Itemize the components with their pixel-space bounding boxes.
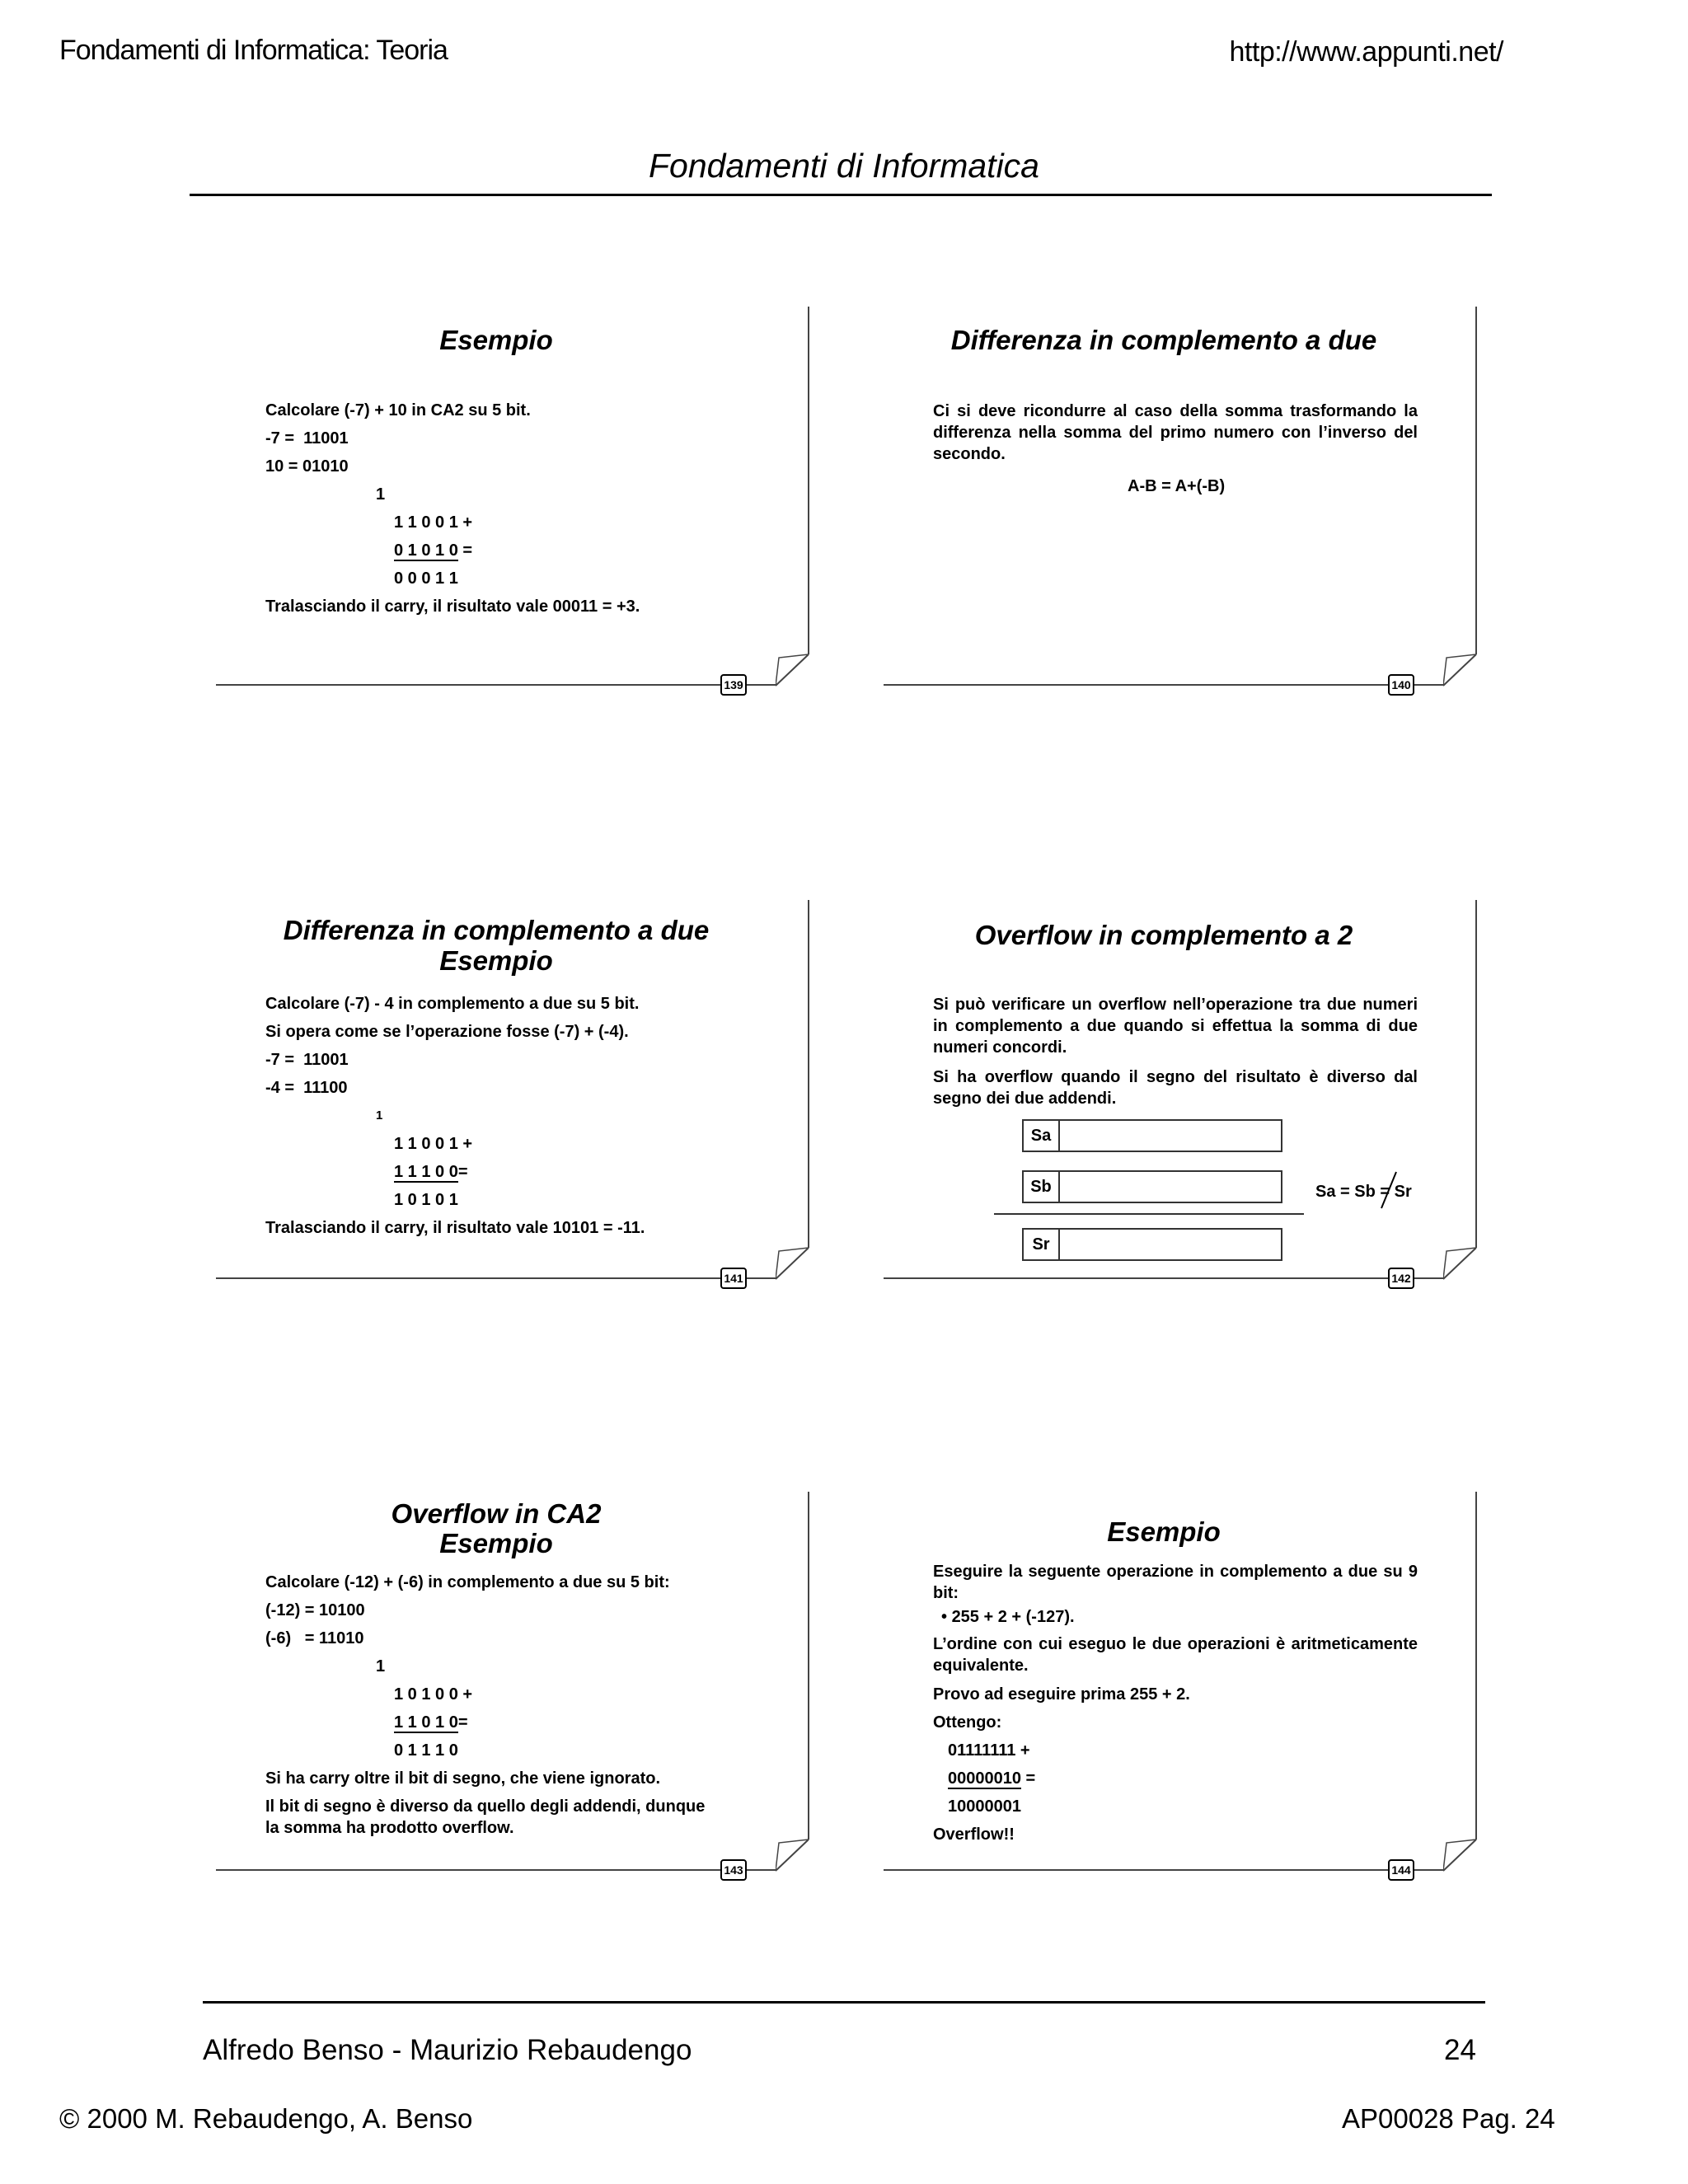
slide-text: (-12) = 10100 xyxy=(265,1601,365,1619)
slide-title: Overflow in complemento a 2 xyxy=(974,920,1353,950)
operand-2: 0 1 0 1 0 = xyxy=(394,541,473,560)
operand-1: 1 0 1 0 0 + xyxy=(394,1685,473,1704)
carry-digit: 1 xyxy=(376,485,386,504)
slide-143 xyxy=(216,1492,809,1877)
slide-text: Il bit di segno è diverso da quello degli addendi, dunque xyxy=(265,1797,706,1816)
slide-text: -7 = 11001 xyxy=(265,1051,349,1069)
slide-140 xyxy=(884,307,1477,691)
slide-text: Tralasciando il carry, il risultato vale 00011 = +3. xyxy=(265,598,640,616)
slide-title: Differenza in complemento a due xyxy=(283,915,710,945)
slide-number: 142 xyxy=(1388,1268,1414,1289)
slide-title: Esempio xyxy=(439,325,553,355)
slide-text: Ottengo: xyxy=(933,1713,1002,1732)
footer-authors: Alfredo Benso - Maurizio Rebaudengo xyxy=(203,2034,692,2066)
slide-number: 141 xyxy=(720,1268,747,1289)
footer-rule xyxy=(203,2001,1485,2004)
footer-code: AP00028 Pag. 24 xyxy=(1342,2103,1555,2134)
slide-text: Calcolare (-7) - 4 in complemento a due su 5 bit. xyxy=(265,995,640,1013)
page-fold-icon xyxy=(776,1838,810,1872)
carry-digit: 1 xyxy=(376,1108,383,1122)
slide-142 xyxy=(884,900,1477,1285)
slide-text: la somma ha prodotto overflow. xyxy=(265,1819,514,1837)
slide-subtitle: Esempio xyxy=(439,945,553,976)
slide-title: Overflow in CA2 xyxy=(391,1498,602,1529)
slide-subtitle: Esempio xyxy=(439,1528,553,1558)
slide-paragraph: L’ordine con cui eseguo le due operazioni è aritmeticamente equivalente. xyxy=(933,1635,1418,1675)
slide-text: Calcolare (-12) + (-6) in complemento a due su 5 bit: xyxy=(265,1573,670,1591)
header-rule xyxy=(190,194,1492,196)
operand-2: 00000010 = xyxy=(948,1769,1036,1788)
slide-text: Si ha carry oltre il bit di segno, che viene ignorato. xyxy=(265,1769,661,1788)
slide-text: -4 = 11100 xyxy=(265,1079,348,1097)
page-fold-icon xyxy=(1443,1838,1478,1872)
slide-text: Calcolare (-7) + 10 in CA2 su 5 bit. xyxy=(265,401,531,419)
footer-page-number: 24 xyxy=(1444,2034,1476,2066)
slide-text: Provo ad eseguire prima 255 + 2. xyxy=(933,1685,1190,1704)
result: 0 1 1 1 0 xyxy=(394,1741,458,1760)
operand-1: 01111111 + xyxy=(948,1741,1030,1760)
sign-label: Sb xyxy=(1024,1172,1060,1202)
slide-number: 139 xyxy=(720,674,747,696)
running-header-left: Fondamenti di Informatica: Teoria xyxy=(59,35,448,66)
footer-copyright: © 2000 M. Rebaudengo, A. Benso xyxy=(59,2103,473,2134)
slide-139 xyxy=(216,307,809,691)
slide-paragraph: Si ha overflow quando il segno del risultato è diverso dal segno dei due addendi. xyxy=(933,1068,1418,1108)
operand-2: 1 1 1 0 0= xyxy=(394,1163,468,1181)
sign-box-sa xyxy=(1022,1119,1282,1152)
sign-label: Sr xyxy=(1024,1230,1060,1259)
slide-text: 10 = 01010 xyxy=(265,457,349,476)
slide-text: Tralasciando il carry, il risultato vale 10101 = -11. xyxy=(265,1219,645,1237)
slide-text: -7 = 11001 xyxy=(265,429,349,448)
slide-text: Si opera come se l’operazione fosse (-7) + (-4). xyxy=(265,1023,629,1041)
slide-141 xyxy=(216,900,809,1285)
slide-number: 144 xyxy=(1388,1859,1414,1881)
document-title: Fondamenti di Informatica xyxy=(648,147,1039,185)
slide-number: 140 xyxy=(1388,674,1414,696)
slide-title: Esempio xyxy=(1107,1516,1221,1547)
slide-paragraph: Si può verificare un overflow nell’operazione tra due numeri in complemento a due quando si effettua la somma di due numeri concordi. xyxy=(933,996,1418,1057)
sign-relation: Sa = Sb = Sr xyxy=(1315,1183,1412,1201)
page-fold-icon xyxy=(1443,653,1478,687)
result: 0 0 0 1 1 xyxy=(394,569,458,588)
page-fold-icon xyxy=(776,1246,810,1281)
slide-paragraph: Eseguire la seguente operazione in complemento a due su 9 bit: xyxy=(933,1563,1418,1602)
slide-title: Differenza in complemento a due xyxy=(950,325,1377,355)
bullet-item: • 255 + 2 + (-127). xyxy=(941,1608,1075,1626)
not-equal-slash-icon xyxy=(1378,1170,1400,1210)
slide-144 xyxy=(884,1492,1477,1877)
bullet-icon: • xyxy=(941,1608,952,1626)
slide-number: 143 xyxy=(720,1859,747,1881)
operand-1: 1 1 0 0 1 + xyxy=(394,1135,473,1153)
page-fold-icon xyxy=(1443,1246,1478,1281)
page-fold-icon xyxy=(776,653,810,687)
operand-1: 1 1 0 0 1 + xyxy=(394,513,473,532)
running-header-url[interactable]: http://www.appunti.net/ xyxy=(1229,36,1503,68)
slide-paragraph: Ci si deve ricondurre al caso della somma trasformando la differenza nella somma del primo numero con l’inverso del secondo. xyxy=(933,402,1418,463)
slide-text: Overflow!! xyxy=(933,1825,1015,1844)
operand-2: 1 1 0 1 0= xyxy=(394,1713,468,1732)
sign-box-sb xyxy=(1022,1170,1282,1203)
slide-text: (-6) = 11010 xyxy=(265,1629,364,1647)
formula: A-B = A+(-B) xyxy=(1128,477,1226,495)
sum-rule xyxy=(994,1213,1304,1215)
sign-label: Sa xyxy=(1024,1121,1060,1151)
result: 1 0 1 0 1 xyxy=(394,1191,458,1209)
carry-digit: 1 xyxy=(376,1657,386,1675)
result: 10000001 xyxy=(948,1797,1021,1816)
sign-box-sr xyxy=(1022,1228,1282,1261)
